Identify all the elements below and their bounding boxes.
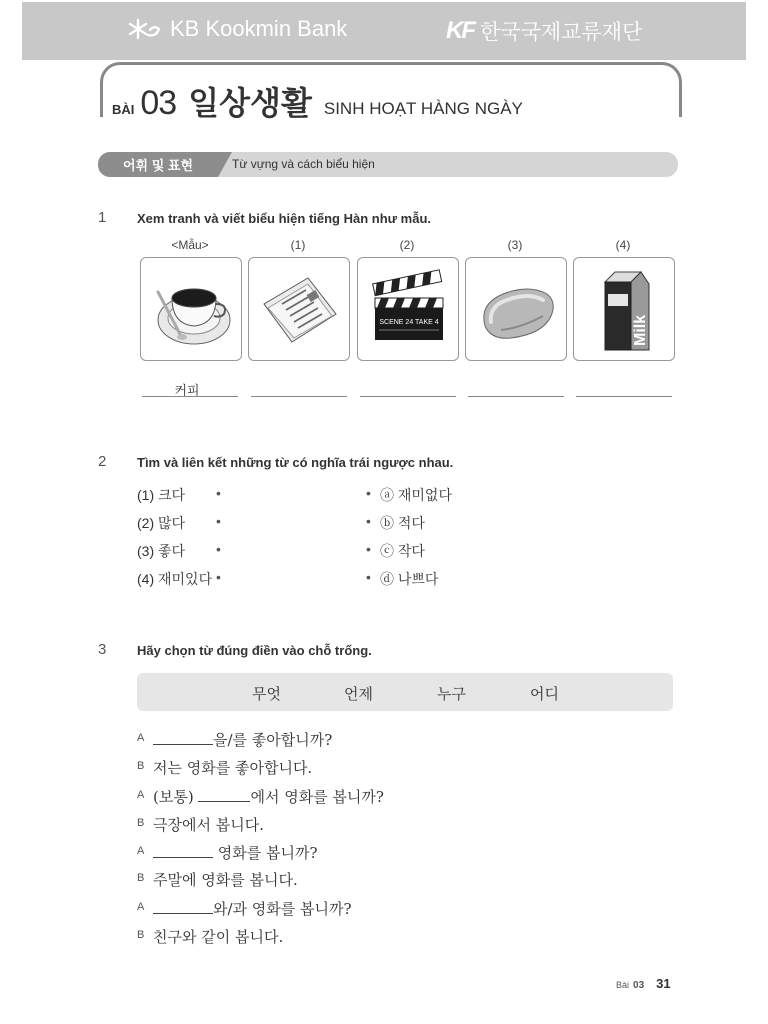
question-1-number: 1: [98, 209, 107, 226]
lesson-title-vi: SINH HOẠT HÀNG NGÀY: [323, 99, 523, 118]
clapperboard-icon: [363, 264, 453, 354]
dialogue-text: 주말에 영화를 봅니다.: [153, 871, 298, 889]
lesson-number: 03: [140, 84, 177, 122]
picture-label-2: (2): [399, 238, 415, 252]
picture-label-sample: <Mẫu>: [171, 238, 209, 252]
clapper-text: SCENE 24 TAKE 4: [379, 319, 439, 326]
blank-3[interactable]: [153, 843, 213, 858]
match-dot-left-4[interactable]: •: [216, 569, 221, 585]
picture-box-1: [248, 257, 350, 361]
picture-box-2: [357, 257, 459, 361]
dialogue-speaker: A: [137, 789, 145, 801]
coffee-cup-icon: [146, 264, 236, 354]
match-dot-right-b[interactable]: •: [366, 513, 371, 529]
word-bank-item-2: 언제: [344, 686, 373, 703]
question-1-instruction: Xem tranh và viết biểu hiện tiếng Hàn như mẫu.: [137, 211, 432, 226]
dialogue-line: [153, 786, 384, 807]
match-dot-left-3[interactable]: •: [216, 541, 221, 557]
section-tab: 어휘 및 표현: [98, 152, 218, 177]
picture-label-4: (4): [615, 238, 631, 252]
blank-2[interactable]: [198, 787, 250, 802]
dialogue-text: 을/를 좋아합니까?: [213, 731, 333, 749]
match-dot-right-d[interactable]: •: [366, 569, 371, 585]
bread-icon: [471, 264, 561, 354]
question-2-number: 2: [98, 453, 107, 470]
dialogue-text: 와/과 영화를 봅니까?: [213, 900, 352, 918]
answer-line-2[interactable]: [360, 396, 456, 397]
kb-star-icon: [128, 17, 162, 41]
dialogue-speaker: B: [137, 929, 145, 941]
dialogue-speaker: B: [137, 872, 145, 884]
footer-lesson-number: 03: [633, 980, 645, 991]
dialogue-speaker: A: [137, 732, 145, 744]
dialogue-line: [153, 814, 264, 835]
picture-box-sample: [140, 257, 242, 361]
match-left-1: (1) 크다: [137, 487, 186, 503]
dialogue-text: 영화를 봅니까?: [213, 844, 318, 862]
picture-box-3: [465, 257, 567, 361]
picture-label-1: (1): [290, 238, 306, 252]
kb-brand-text: KB Kookmin Bank: [170, 16, 348, 41]
dialogue-speaker: B: [137, 760, 145, 772]
dialogue-text: 친구와 같이 봅니다.: [153, 928, 284, 946]
match-left-3: (3) 좋다: [137, 543, 186, 559]
milk-carton-icon: [579, 264, 669, 354]
kf-logo: [446, 16, 642, 46]
dialogue-line: [153, 757, 312, 778]
dialogue-line: [153, 926, 283, 947]
word-bank-item-1: 무엇: [252, 686, 281, 703]
section-subtitle: Từ vựng và cách biểu hiện: [232, 157, 375, 171]
blank-4[interactable]: [153, 899, 213, 914]
match-left-4: (4) 재미있다: [137, 571, 213, 587]
sample-answer: 커피: [174, 383, 200, 398]
dialogue-line: [153, 842, 318, 863]
word-bank-item-4: 어디: [530, 686, 559, 703]
kf-brand-text: 한국국제교류재단: [480, 21, 643, 44]
answer-line-4[interactable]: [576, 396, 672, 397]
match-dot-right-a[interactable]: •: [366, 485, 371, 501]
match-right-d: ⓓ 나쁘다: [380, 571, 439, 587]
dialogue-text: 에서 영화를 봅니까?: [250, 788, 384, 806]
answer-line-sample: [142, 396, 238, 397]
newspaper-icon: [254, 264, 344, 354]
question-3-instruction: Hãy chọn từ đúng điền vào chỗ trống.: [137, 643, 372, 658]
dialogue-line: [153, 898, 352, 919]
dialogue-speaker: A: [137, 901, 145, 913]
kb-logo: [128, 16, 347, 42]
lesson-title: [112, 78, 523, 124]
footer-bai-label: Bài: [616, 980, 630, 990]
question-2-instruction: Tìm và liên kết những từ có nghĩa trái ngược nhau.: [137, 455, 454, 470]
match-right-c: ⓒ 작다: [380, 543, 425, 559]
dialogue-text: 저는 영화를 좋아합니다.: [153, 759, 313, 777]
picture-box-4: [573, 257, 675, 361]
dialogue-speaker: A: [137, 845, 145, 857]
page-footer: [616, 976, 671, 991]
word-bank-item-3: 누구: [437, 686, 466, 703]
answer-line-1[interactable]: [251, 396, 347, 397]
match-right-a: ⓐ 재미없다: [380, 487, 452, 503]
dialogue-line: [153, 729, 332, 750]
match-left-2: (2) 많다: [137, 515, 186, 531]
match-dot-left-2[interactable]: •: [216, 513, 221, 529]
match-dot-right-c[interactable]: •: [366, 541, 371, 557]
answer-line-3[interactable]: [468, 396, 564, 397]
match-right-b: ⓑ 적다: [380, 515, 425, 531]
milk-text: Milk: [632, 314, 649, 346]
match-dot-left-1[interactable]: •: [216, 485, 221, 501]
blank-1[interactable]: [153, 730, 213, 745]
picture-label-3: (3): [507, 238, 523, 252]
dialogue-line: [153, 869, 298, 890]
word-bank: [137, 673, 673, 711]
lesson-title-ko: 일상생활: [188, 85, 312, 121]
lesson-bai-label: BÀI: [112, 102, 135, 117]
question-3-number: 3: [98, 641, 107, 658]
dialogue-speaker: B: [137, 817, 145, 829]
page-number: 31: [656, 976, 671, 991]
dialogue-text: 극장에서 봅니다.: [153, 816, 264, 834]
dialogue-text: (보통): [153, 788, 199, 806]
kf-mark: KF: [446, 17, 474, 44]
